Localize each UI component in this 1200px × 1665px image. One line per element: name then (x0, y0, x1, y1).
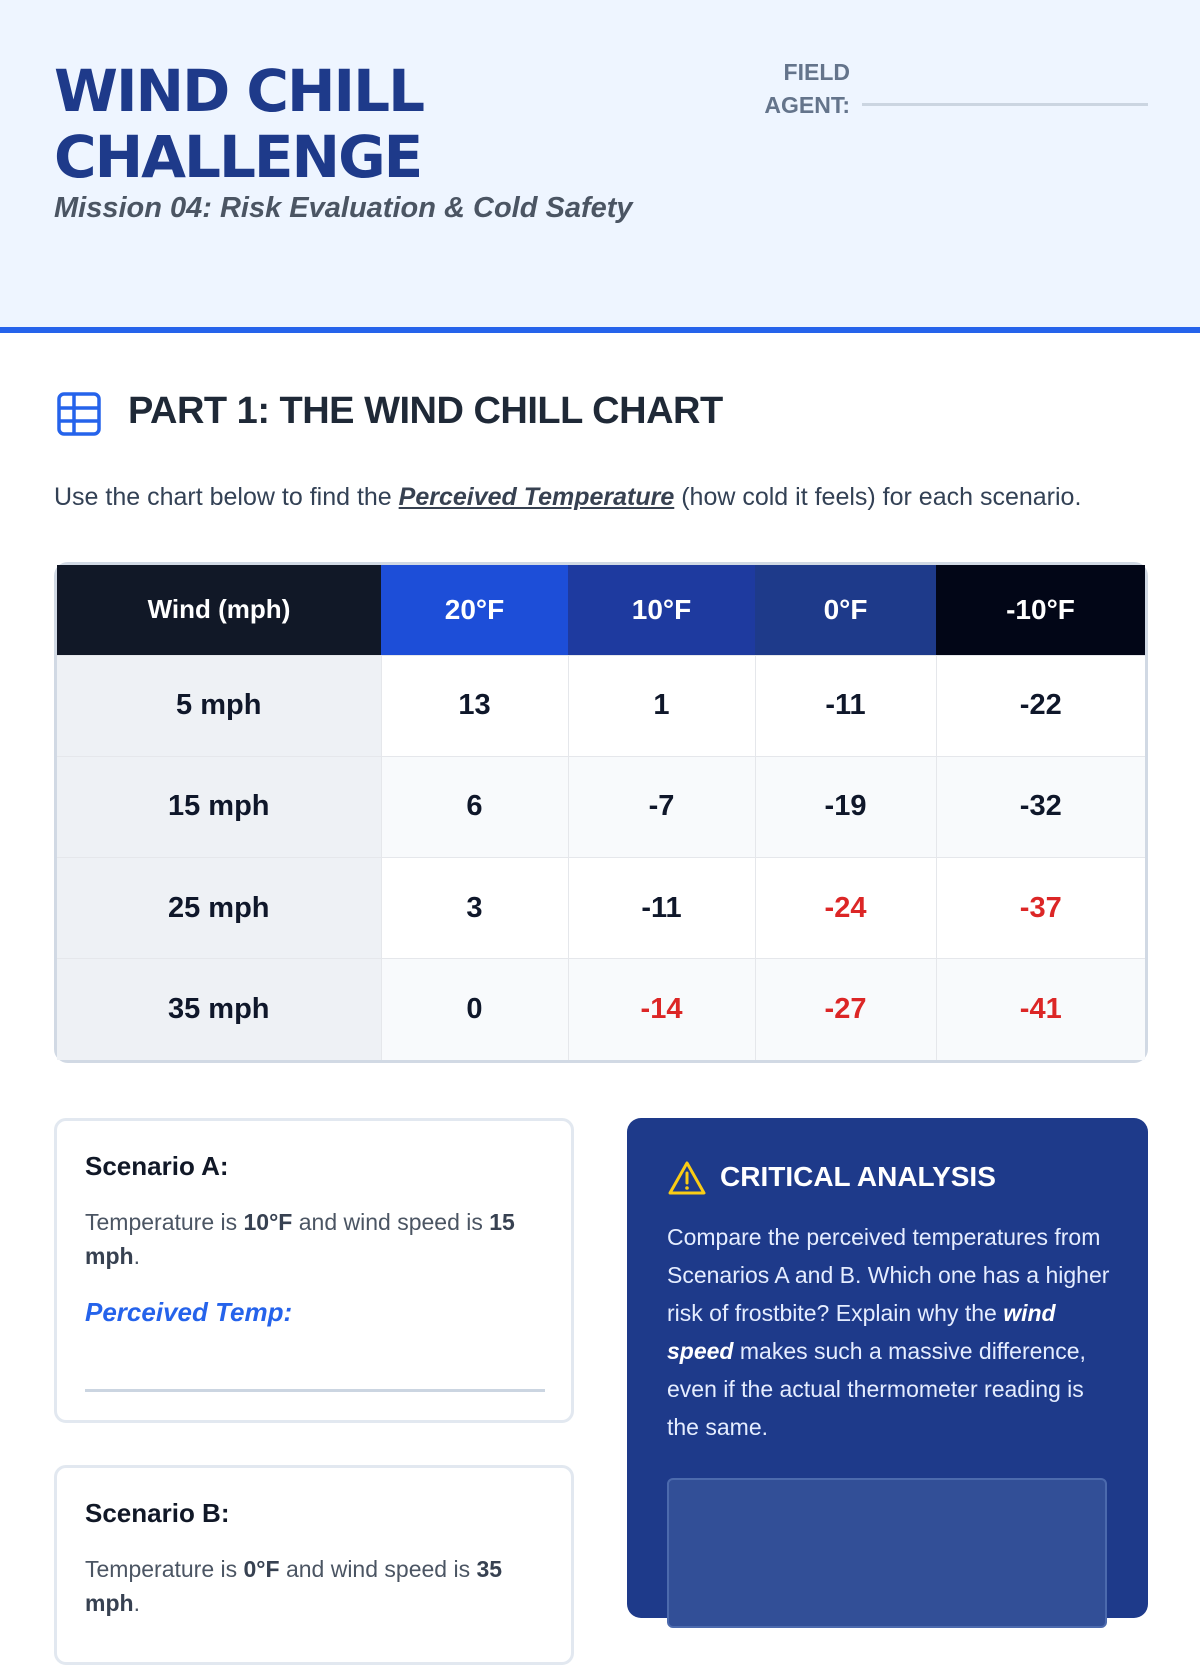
wind-chill-chart (54, 562, 1148, 1063)
row-header: 25 mph (57, 858, 381, 959)
scenario-b-title: Scenario B: (85, 1498, 230, 1528)
warning-icon (667, 1160, 707, 1196)
table-cell: -11 (755, 655, 936, 756)
table-cell: 13 (381, 655, 568, 756)
table-cell: -19 (755, 756, 936, 857)
column-header: -10°F (936, 565, 1145, 655)
table-cell: 0 (381, 959, 568, 1060)
table-cell: 6 (381, 756, 568, 857)
critical-analysis-panel (627, 1118, 1148, 1618)
table-cell: -22 (936, 655, 1145, 756)
table-row (57, 756, 1145, 857)
table-cell: 1 (568, 655, 755, 756)
scenario-b-temp: 0°F (243, 1556, 280, 1582)
scenario-a-temp: 10°F (243, 1209, 293, 1235)
worksheet-subtitle: Mission 04: Risk Evaluation & Cold Safety (54, 192, 633, 224)
column-header: Wind (mph) (57, 565, 381, 655)
scenario-a-description (85, 1205, 545, 1273)
critical-analysis-prompt (667, 1218, 1117, 1446)
wind-chill-table (57, 565, 1145, 1060)
scenario-b-card (54, 1465, 574, 1665)
scenario-b-text-3: . (133, 1590, 140, 1616)
scenario-b-description (85, 1552, 545, 1620)
part-1-title: PART 1: THE WIND CHILL CHART (128, 390, 723, 432)
row-header: 35 mph (57, 959, 381, 1060)
intro-text-after: (how cold it feels) for each scenario. (674, 483, 1082, 511)
analysis-text-before: Compare the perceived temperatures from Scenarios A and B. Which one has a higher risk of frostbite? Explain why the (667, 1224, 1110, 1326)
table-cell-danger: -27 (755, 959, 936, 1060)
table-cell-danger: -14 (568, 959, 755, 1060)
table-cell: -32 (936, 756, 1145, 857)
worksheet-title (54, 58, 423, 190)
worksheet-header (0, 0, 1200, 333)
scenario-a-title: Scenario A: (85, 1151, 229, 1181)
scenario-a-text-3: . (133, 1243, 140, 1269)
table-cell: -7 (568, 756, 755, 857)
field-agent-label-line-2: AGENT: (764, 92, 850, 118)
table-cell-danger: -24 (755, 858, 936, 959)
intro-emphasis: Perceived Temperature (398, 483, 675, 511)
table-row (57, 959, 1145, 1060)
part-1-instructions (54, 483, 1081, 512)
analysis-emphasis: wind speed (667, 1300, 1056, 1364)
title-line-1: WIND CHILL (54, 57, 424, 125)
table-header-row (57, 565, 1145, 655)
table-cell: -11 (568, 858, 755, 959)
column-header: 10°F (568, 565, 755, 655)
table-cell: 3 (381, 858, 568, 959)
scenario-a-text-2: and wind speed is (292, 1209, 490, 1235)
table-cell-danger: -37 (936, 858, 1145, 959)
table-row (57, 858, 1145, 959)
scenario-b-wind: 35 mph (85, 1556, 503, 1616)
column-header: 20°F (381, 565, 568, 655)
scenario-a-answer-label: Perceived Temp: (85, 1297, 293, 1327)
scenario-b-text-1: Temperature is (85, 1556, 244, 1582)
field-agent-label (760, 56, 850, 122)
scenario-a-wind: 15 mph (85, 1209, 515, 1269)
scenario-b-text-2: and wind speed is (279, 1556, 477, 1582)
table-cell-danger: -41 (936, 959, 1145, 1060)
scenario-a-card (54, 1118, 574, 1423)
field-agent-label-line-1: FIELD (783, 59, 850, 85)
critical-analysis-title: CRITICAL ANALYSIS (720, 1161, 996, 1192)
analysis-text-after: makes such a massive difference, even if the actual thermometer reading is the same. (667, 1338, 1086, 1440)
row-header: 15 mph (57, 756, 381, 857)
analysis-answer-box[interactable] (667, 1478, 1107, 1628)
intro-text-before: Use the chart below to find the (54, 483, 399, 511)
table-grid-icon (56, 391, 102, 437)
column-header: 0°F (755, 565, 936, 655)
title-line-2: CHALLENGE (54, 123, 422, 191)
table-row (57, 655, 1145, 756)
field-agent-name-line[interactable] (862, 103, 1148, 106)
scenario-a-answer-line[interactable] (85, 1389, 545, 1392)
row-header: 5 mph (57, 655, 381, 756)
scenario-a-text-1: Temperature is (85, 1209, 244, 1235)
